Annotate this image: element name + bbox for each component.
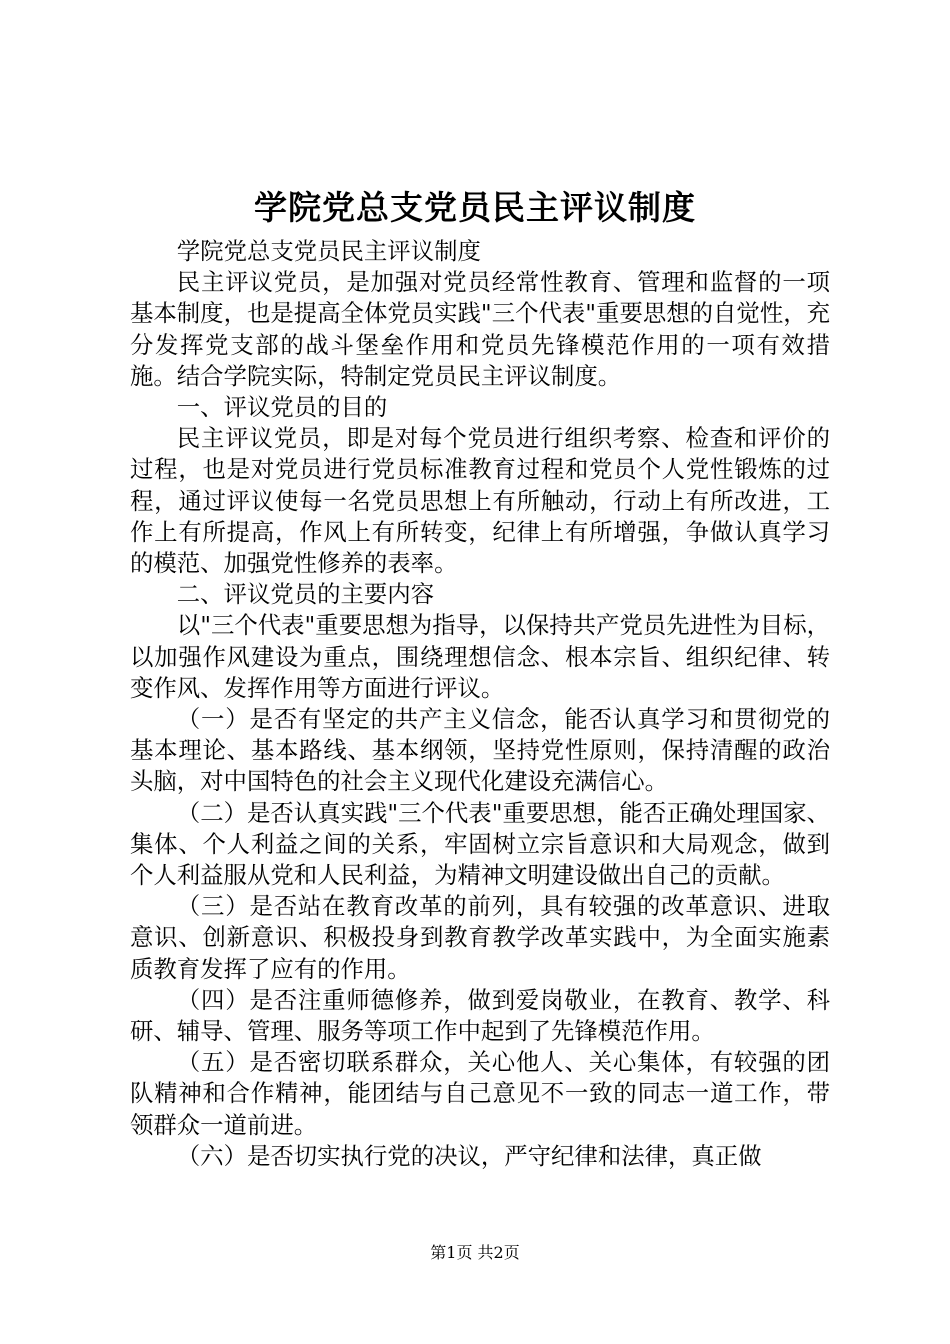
body-paragraph: 学院党总支党员民主评议制度: [176, 237, 481, 265]
document-body: [130, 236, 830, 1172]
list-item: （三）是否站在教育改革的前列，具有较强的改革意识、进取意识、创新意识、积极投身到教育教学改革实践中，为全面实施素质教育发挥了应有的作用。: [130, 892, 830, 983]
body-paragraph: 以"三个代表"重要思想为指导，以保持共产党员先进性为目标，以加强作风建设为重点，围绕理想信念、根本宗旨、组织纪律、转变作风、发挥作用等方面进行评议。: [130, 611, 830, 702]
list-item: （一）是否有坚定的共产主义信念，能否认真学习和贯彻党的基本理论、基本路线、基本纲领，坚持党性原则，保持清醒的政治头脑，对中国特色的社会主义现代化建设充满信心。: [130, 705, 830, 796]
list-item: （四）是否注重师德修养，做到爱岗敬业，在教育、教学、科研、辅导、管理、服务等项工作中起到了先锋模范作用。: [130, 985, 830, 1046]
list-item: （二）是否认真实践"三个代表"重要思想，能否正确处理国家、集体、个人利益之间的关系，牢固树立宗旨意识和大局观念，做到个人利益服从党和人民利益，为精神文明建设做出自己的贡献。: [130, 798, 830, 890]
section-heading: 二、评议党员的主要内容: [176, 580, 435, 609]
list-item: （五）是否密切联系群众，关心他人、关心集体，有较强的团队精神和合作精神，能团结与自己意见不一致的同志一道工作，带领群众一道前进。: [130, 1048, 830, 1139]
document-title: 学院党总支党员民主评议制度: [254, 188, 696, 227]
section-heading: 一、评议党员的目的: [176, 393, 388, 422]
body-paragraph: 民主评议党员，是加强对党员经常性教育、管理和监督的一项基本制度，也是提高全体党员实践"三个代表"重要思想的自觉性，充分发挥党支部的战斗堡垒作用和党员先锋模范作用的一项有效措施。结合学院实际，特制定党员民主评议制度。: [130, 268, 830, 390]
body-paragraph: 民主评议党员，即是对每个党员进行组织考察、检查和评价的过程，也是对党员进行党员标准教育过程和党员个人党性锻炼的过程，通过评议使每一名党员思想上有所触动，行动上有所改进，工作上有所提高，作风上有所转变，纪律上有所增强，争做认真学习的模范、加强党性修养的表率。: [130, 424, 830, 578]
page-footer: 第1页 共2页: [430, 1243, 520, 1262]
list-item: （六）是否切实执行党的决议，严守纪律和法律，真正做: [176, 1141, 762, 1170]
